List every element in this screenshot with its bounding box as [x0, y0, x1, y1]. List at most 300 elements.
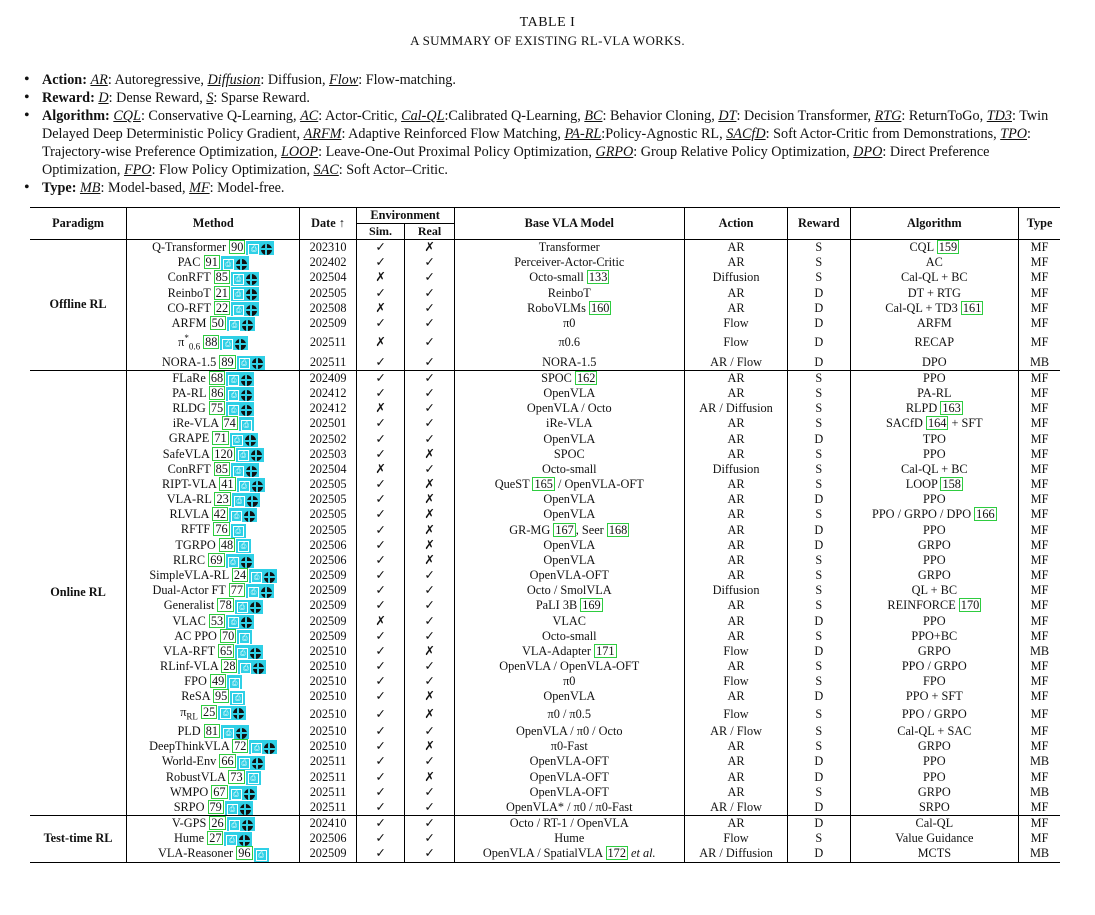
table-row [30, 800, 1060, 816]
sim-cell: ✓ [356, 583, 405, 598]
reward-cell: D [788, 331, 850, 355]
date-cell: 202504 [300, 462, 356, 477]
real-cell: ✓ [405, 800, 454, 816]
date-cell: 202509 [300, 614, 356, 629]
algorithm-cell: GRPO [850, 785, 1019, 800]
type-cell: MF [1019, 431, 1060, 446]
resource-links [239, 417, 254, 431]
pdf-icon: ⎙ [231, 789, 242, 800]
base-model-cell: SPOC 162 [454, 370, 684, 386]
pdf-icon: ⎙ [248, 773, 259, 784]
table-row [30, 705, 1060, 724]
method-citation: 91 [205, 255, 218, 270]
method-superscript: * [184, 333, 189, 344]
method-citation: 73 [230, 769, 243, 784]
table-row [30, 553, 1060, 568]
sim-cell: ✗ [356, 270, 405, 285]
table-row [30, 831, 1060, 846]
date-cell: 202506 [300, 538, 356, 553]
method-citation: 27 [209, 831, 222, 846]
algorithm-cell: PPO [850, 614, 1019, 629]
base-model-cell: Octo / SmolVLA [454, 583, 684, 598]
reward-cell: S [788, 370, 850, 386]
method-name: ReSA [181, 689, 210, 704]
base-model-cell: OpenVLA-OFT [454, 568, 684, 583]
legend-abbr: DPO [853, 144, 883, 160]
date-cell: 202310 [300, 240, 356, 256]
resource-links [226, 387, 254, 401]
reward-cell: S [788, 659, 850, 674]
pdf-icon: ⎙ [233, 305, 244, 316]
method-name: VLA-RFT [163, 643, 215, 658]
pdf-icon: ⎙ [232, 693, 243, 704]
header-sim: Sim. [356, 224, 405, 240]
real-cell: ✗ [405, 447, 454, 462]
date-cell: 202505 [300, 507, 356, 522]
action-cell: AR [684, 477, 787, 492]
algorithm-cell: FPO [850, 674, 1019, 689]
table-row [30, 644, 1060, 659]
method-citation: 48 [220, 537, 234, 552]
method-name: Generalist [163, 598, 215, 613]
date-cell: 202510 [300, 689, 356, 704]
method-name: PA-RL [172, 385, 207, 400]
algorithm-citation: 164 [927, 416, 947, 431]
pdf-icon: ⎙ [227, 804, 238, 815]
paradigm-cell: Online RL [30, 370, 127, 815]
algorithm-citation: 170 [960, 598, 980, 613]
pdf-icon: ⎙ [228, 557, 239, 568]
real-cell: ✓ [405, 846, 454, 862]
type-cell: MF [1019, 477, 1060, 492]
method-name: FPO [184, 674, 207, 689]
real-cell: ✓ [405, 785, 454, 800]
real-cell: ✗ [405, 492, 454, 507]
pdf-icon: ⎙ [223, 728, 234, 739]
globe-icon [244, 511, 255, 522]
globe-icon [252, 758, 263, 769]
sim-cell: ✓ [356, 659, 405, 674]
sim-cell: ✓ [356, 553, 405, 568]
algorithm-cell: GRPO [850, 538, 1019, 553]
algorithm-cell: DPO [850, 355, 1019, 371]
legend-desc: : Direct Preference Optimization, [42, 144, 990, 178]
action-cell: AR [684, 659, 787, 674]
real-cell: ✓ [405, 286, 454, 301]
real-cell: ✓ [405, 416, 454, 431]
type-cell: MF [1019, 316, 1060, 331]
legend-desc: : Conservative Q-Learning, [140, 108, 301, 124]
method-cell [127, 705, 300, 724]
date-cell: 202503 [300, 447, 356, 462]
reward-cell: S [788, 255, 850, 270]
method-name: Hume [174, 831, 205, 846]
table-row [30, 598, 1060, 613]
type-cell: MF [1019, 255, 1060, 270]
resource-links [231, 302, 259, 316]
method-cell [127, 724, 300, 739]
real-cell: ✓ [405, 724, 454, 739]
real-cell: ✓ [405, 583, 454, 598]
action-cell: AR [684, 492, 787, 507]
algorithm-cell: RLPD 163 [850, 401, 1019, 416]
date-cell: 202509 [300, 598, 356, 613]
date-cell: 202511 [300, 770, 356, 785]
table-row [30, 614, 1060, 629]
resource-links [231, 463, 259, 477]
table-row [30, 462, 1060, 477]
legend-abbr: Flow [329, 72, 359, 88]
resource-links [221, 725, 249, 739]
type-cell: MB [1019, 754, 1060, 769]
method-cell [127, 598, 300, 613]
globe-icon [241, 375, 252, 386]
method-name: NORA-1.5 [161, 354, 217, 369]
date-cell: 202502 [300, 431, 356, 446]
globe-icon [236, 259, 247, 270]
type-cell: MF [1019, 598, 1060, 613]
globe-icon [241, 557, 252, 568]
date-cell: 202511 [300, 754, 356, 769]
type-cell: MF [1019, 705, 1060, 724]
base-model-citation: 167 [555, 522, 574, 537]
globe-icon [251, 450, 262, 461]
header-reward: Reward [788, 208, 850, 240]
real-cell: ✗ [405, 522, 454, 537]
method-citation: 41 [221, 476, 234, 491]
algorithm-cell: PPO / GRPO [850, 659, 1019, 674]
algorithm-cell: Cal-QL + SAC [850, 724, 1019, 739]
method-cell [127, 270, 300, 285]
date-cell: 202511 [300, 355, 356, 371]
pdf-icon: ⎙ [237, 602, 248, 613]
reward-cell: D [788, 286, 850, 301]
method-cell [127, 255, 300, 270]
real-cell: ✓ [405, 831, 454, 846]
table-row [30, 286, 1060, 301]
date-cell: 202511 [300, 800, 356, 816]
table-row [30, 492, 1060, 507]
action-cell: AR [684, 629, 787, 644]
algorithm-cell: PPO [850, 447, 1019, 462]
method-name: RobustVLA [165, 769, 226, 784]
resource-links [231, 287, 259, 301]
resource-links [237, 478, 265, 492]
legend-abbr: TPO [1000, 126, 1028, 142]
type-cell: MF [1019, 492, 1060, 507]
reward-cell: S [788, 568, 850, 583]
method-citation: 70 [222, 628, 235, 643]
action-cell: AR [684, 553, 787, 568]
method-citation: 24 [233, 567, 247, 582]
table-row [30, 659, 1060, 674]
base-model-cell: OpenVLA [454, 507, 684, 522]
sim-cell: ✗ [356, 401, 405, 416]
sim-cell: ✓ [356, 416, 405, 431]
base-model-citation: 172 [607, 846, 626, 861]
algorithm-cell: PPO / GRPO / DPO 166 [850, 507, 1019, 522]
reward-cell: D [788, 492, 850, 507]
action-cell: AR [684, 386, 787, 401]
date-cell: 202505 [300, 522, 356, 537]
globe-icon [252, 358, 263, 369]
table-row [30, 724, 1060, 739]
table-row [30, 739, 1060, 754]
table-row [30, 629, 1060, 644]
globe-icon [241, 617, 252, 628]
reward-cell: D [788, 770, 850, 785]
base-model-cell: OpenVLA / SpatialVLA 172 et al. [454, 846, 684, 862]
resource-links [227, 317, 255, 331]
reward-cell: D [788, 816, 850, 832]
base-model-cell: Transformer [454, 240, 684, 256]
sim-cell: ✓ [356, 770, 405, 785]
table-row [30, 770, 1060, 785]
method-name: RLRC [173, 552, 206, 567]
real-cell: ✓ [405, 301, 454, 316]
legend-desc: : Flow Policy Optimization, [151, 162, 314, 178]
real-cell: ✓ [405, 270, 454, 285]
method-cell [127, 538, 300, 553]
base-model-cell: OpenVLA-OFT [454, 770, 684, 785]
base-model-etal: et al. [631, 846, 656, 861]
method-cell [127, 286, 300, 301]
method-subscript: 0.6 [188, 341, 201, 352]
globe-icon [240, 804, 251, 815]
method-name: SafeVLA [162, 446, 210, 461]
method-name: iRe-VLA [172, 416, 219, 431]
algorithm-cell: Cal-QL [850, 816, 1019, 832]
base-model-cell: ReinboT [454, 286, 684, 301]
table-row [30, 816, 1060, 832]
pdf-icon: ⎙ [238, 541, 249, 552]
algorithm-cell: PPO [850, 370, 1019, 386]
sim-cell: ✓ [356, 846, 405, 862]
sim-cell: ✗ [356, 331, 405, 355]
pdf-icon: ⎙ [232, 435, 243, 446]
reward-cell: S [788, 507, 850, 522]
type-cell: MF [1019, 816, 1060, 832]
action-cell: Flow [684, 831, 787, 846]
header-action: Action [684, 208, 787, 240]
type-cell: MF [1019, 770, 1060, 785]
algorithm-cell: SACfD 164 + SFT [850, 416, 1019, 431]
legend-abbr: DT [718, 108, 737, 124]
globe-icon [233, 708, 244, 719]
method-citation: 96 [238, 846, 251, 861]
sim-cell: ✓ [356, 816, 405, 832]
type-cell: MF [1019, 800, 1060, 816]
algorithm-cell: Cal-QL + BC [850, 270, 1019, 285]
method-name: RFTF [180, 522, 211, 537]
sim-cell: ✓ [356, 492, 405, 507]
method-name: $\pi_{RL}$ [180, 704, 198, 721]
pdf-icon: ⎙ [239, 633, 250, 644]
resource-links [230, 433, 258, 447]
algorithm-cell: PPO + SFT [850, 689, 1019, 704]
type-cell: MF [1019, 286, 1060, 301]
base-model-cell: OpenVLA / Octo [454, 401, 684, 416]
action-cell: Flow [684, 674, 787, 689]
table-title: A SUMMARY OF EXISTING RL-VLA WORKS. [410, 33, 685, 48]
action-cell: AR [684, 614, 787, 629]
method-cell [127, 770, 300, 785]
date-cell: 202506 [300, 831, 356, 846]
pdf-icon: ⎙ [228, 375, 239, 386]
method-name: WMPO [169, 784, 209, 799]
reward-cell: S [788, 477, 850, 492]
resource-links [226, 615, 254, 629]
globe-icon [247, 496, 258, 507]
reward-cell: D [788, 846, 850, 862]
date-cell: 202509 [300, 846, 356, 862]
globe-icon [239, 835, 250, 846]
action-cell: AR [684, 301, 787, 316]
real-cell: ✗ [405, 705, 454, 724]
method-cell [127, 785, 300, 800]
method-cell [127, 674, 300, 689]
algorithm-cell: QL + BC [850, 583, 1019, 598]
legend-desc: : Leave-One-Out Proximal Policy Optimization, [318, 144, 596, 160]
method-cell [127, 331, 300, 355]
algorithm-cell: PA-RL [850, 386, 1019, 401]
date-cell: 202506 [300, 553, 356, 568]
table-row [30, 522, 1060, 537]
legend-abbr: D [98, 90, 109, 106]
resource-links [237, 630, 252, 644]
legend-desc: : Twin Delayed Deep Deterministic Policy Gradient, [42, 108, 1049, 142]
resource-links [218, 706, 246, 720]
action-cell: AR [684, 770, 787, 785]
globe-icon [246, 289, 257, 300]
reward-cell: S [788, 705, 850, 724]
base-model-cell: π0 / π0.5 [454, 705, 684, 724]
action-cell: AR [684, 568, 787, 583]
real-cell: ✗ [405, 538, 454, 553]
base-model-cell: OpenVLA [454, 538, 684, 553]
date-cell: 202511 [300, 331, 356, 355]
date-cell: 202510 [300, 644, 356, 659]
date-cell: 202509 [300, 568, 356, 583]
method-citation: 88 [205, 335, 218, 350]
date-cell: 202510 [300, 724, 356, 739]
real-cell: ✗ [405, 770, 454, 785]
globe-icon [236, 728, 247, 739]
globe-icon [246, 466, 257, 477]
legend-abbr: Cal-QL [401, 108, 445, 124]
pdf-icon: ⎙ [228, 390, 239, 401]
sim-cell: ✓ [356, 447, 405, 462]
method-citation: 71 [214, 431, 227, 446]
method-citation: 81 [205, 723, 219, 738]
legend-label: Algorithm: [42, 108, 110, 124]
legend-item [24, 71, 1064, 89]
legend-desc: :Calibrated Q-Learning, [444, 108, 585, 124]
pdf-icon: ⎙ [233, 274, 244, 285]
globe-icon [264, 572, 275, 583]
method-name: ConRFT [167, 270, 211, 285]
method-citation: 69 [210, 552, 223, 567]
type-cell: MF [1019, 301, 1060, 316]
type-cell: MF [1019, 739, 1060, 754]
method-cell [127, 462, 300, 477]
legend-abbr: MF [189, 180, 210, 196]
summary-table [30, 207, 1060, 863]
date-cell: 202504 [300, 270, 356, 285]
resource-links [236, 448, 264, 462]
pdf-icon: ⎙ [251, 743, 262, 754]
real-cell: ✓ [405, 568, 454, 583]
base-model-cell: SPOC [454, 447, 684, 462]
legend-abbr: MB [79, 180, 101, 196]
algorithm-cell: DT + RTG [850, 286, 1019, 301]
method-cell [127, 522, 300, 537]
method-name: Dual-Actor FT [152, 583, 226, 598]
pdf-icon: ⎙ [229, 320, 240, 331]
algorithm-cell: REINFORCE 170 [850, 598, 1019, 613]
method-cell [127, 659, 300, 674]
date-cell: 202410 [300, 816, 356, 832]
method-citation: 76 [215, 522, 228, 537]
legend-list [24, 71, 1064, 197]
date-cell: 202509 [300, 316, 356, 331]
base-model-cell: π0 [454, 674, 684, 689]
method-citation: 67 [213, 784, 226, 799]
type-cell: MF [1019, 724, 1060, 739]
resource-links [246, 584, 274, 598]
method-citation: 86 [211, 385, 224, 400]
resource-links [238, 660, 266, 674]
pdf-icon: ⎙ [228, 405, 239, 416]
globe-icon [241, 390, 252, 401]
sim-cell: ✓ [356, 386, 405, 401]
method-name: $\pi^*_{0.6}$ [178, 333, 201, 352]
method-name: V-GPS [171, 816, 207, 831]
sim-cell: ✓ [356, 644, 405, 659]
method-name: RIPT-VLA [161, 476, 217, 491]
pdf-icon: ⎙ [239, 481, 250, 492]
method-cell [127, 507, 300, 522]
base-model-cell: OpenVLA [454, 492, 684, 507]
method-cell [127, 689, 300, 704]
method-citation: 49 [211, 674, 225, 689]
method-name: World-Env [161, 754, 217, 769]
pdf-icon: ⎙ [251, 572, 262, 583]
table-row [30, 507, 1060, 522]
method-name: DeepThinkVLA [149, 739, 230, 754]
pdf-icon: ⎙ [248, 587, 259, 598]
algorithm-cell: SRPO [850, 800, 1019, 816]
reward-cell: D [788, 614, 850, 629]
table-caption [0, 14, 1095, 49]
method-name: FLaRe [172, 370, 206, 385]
globe-icon [246, 305, 257, 316]
reward-cell: D [788, 538, 850, 553]
method-cell [127, 739, 300, 754]
table-row [30, 785, 1060, 800]
real-cell: ✗ [405, 689, 454, 704]
base-model-cell: OpenVLA-OFT [454, 785, 684, 800]
method-citation: 26 [211, 816, 224, 831]
table-row [30, 477, 1060, 492]
base-model-cell: Octo / RT-1 / OpenVLA [454, 816, 684, 832]
reward-cell: S [788, 583, 850, 598]
header-real: Real [405, 224, 454, 240]
reward-cell: S [788, 401, 850, 416]
resource-links [249, 740, 277, 754]
method-cell [127, 553, 300, 568]
sim-cell: ✓ [356, 370, 405, 386]
